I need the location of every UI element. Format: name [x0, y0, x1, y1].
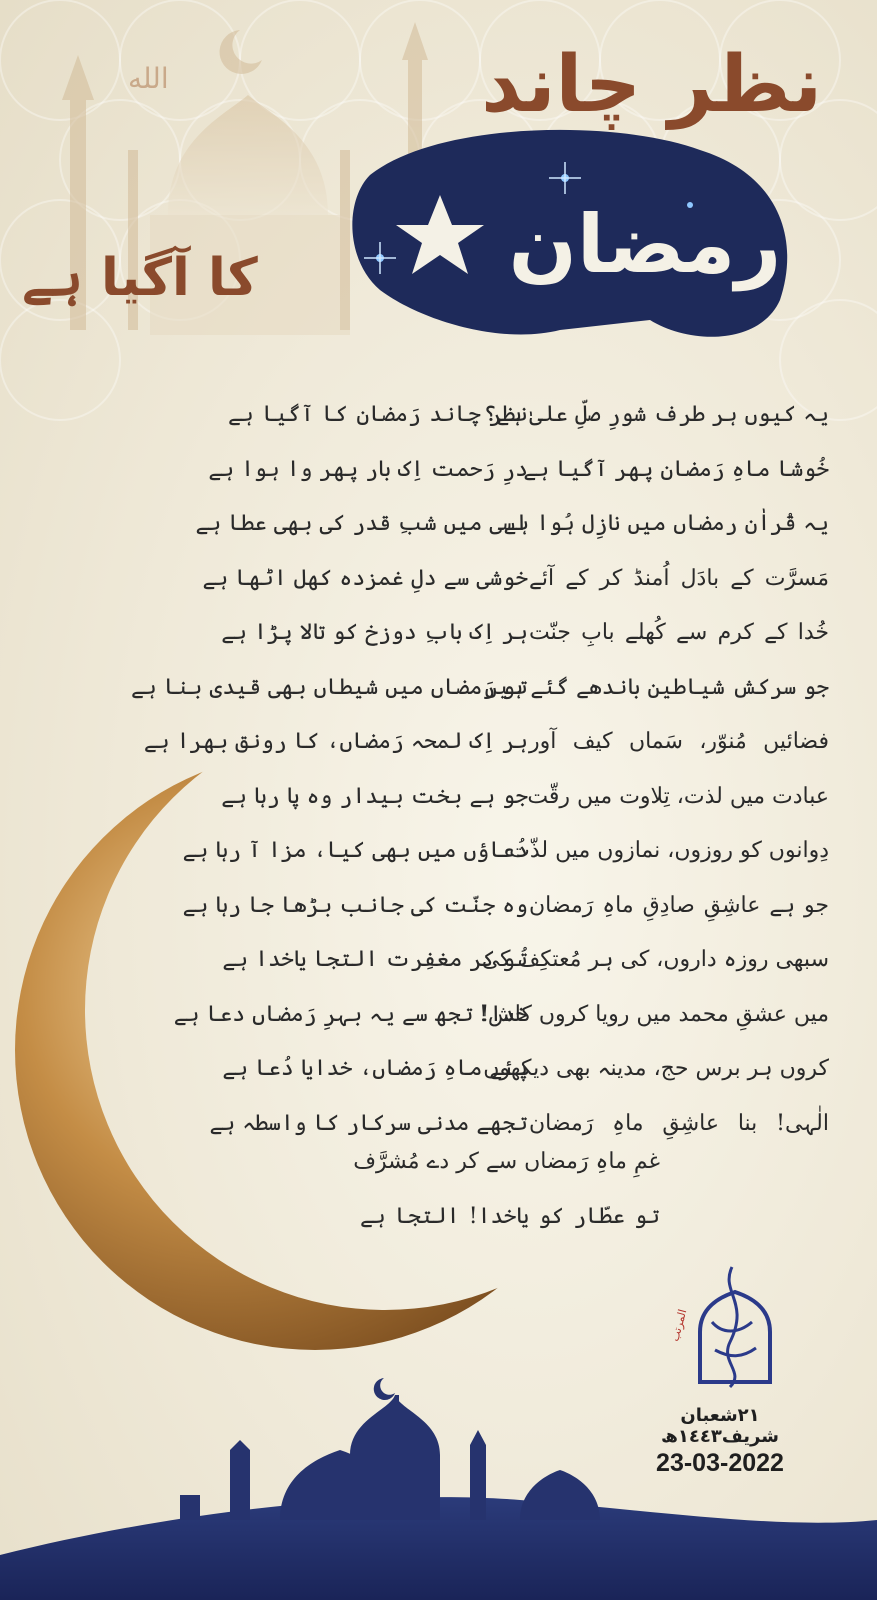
poem-line: دُعاؤں میں بھی کیا، مزا آ رہا ہے: [182, 838, 528, 863]
poem-line: جو ہے بخت بیدار وہ پا رہا ہے: [221, 783, 528, 809]
poem-line: خُدا کے کرم سے کُھلے بابِ جنّت: [529, 620, 829, 645]
poem-left-column: [131, 388, 528, 1151]
poem-line: ہر اِک لمحہ رَمضاں، کا رونق بھرا ہے: [143, 729, 528, 754]
poem-line: تو عطّار کو یاخدا! التجا ہے: [360, 1203, 660, 1229]
poem-line: سبھی روزہ داروں، کی ہر مُعتکِف کی: [481, 947, 829, 972]
poem-line: تُو کر مغفِرت التجا یاخدا ہے: [222, 947, 528, 972]
allah-calligraphy: الله: [128, 62, 169, 95]
poem-line: الٰہی! بنا عاشِقِ ماہِ رَمضان: [529, 1110, 829, 1136]
title-side: کا آگیا ہے: [22, 248, 258, 308]
signature-seal: [660, 1262, 780, 1402]
poem-closing: [353, 1135, 660, 1244]
poem-line: وہ جنّت کی جانب بڑھا جا رہا ہے: [182, 892, 528, 918]
poem-line: غمِ ماہِ رَمضاں سے کر دے مُشرَّف: [353, 1149, 660, 1174]
poem-line: درِ رَحمت اِک بار پھر وا ہوا ہے: [208, 456, 528, 482]
poem-line: ہر اِک بابِ دوزخ کو تالا پڑا ہے: [221, 620, 528, 645]
poem-line: خُوشا ماہِ رَمضان پھر آگیا ہے: [523, 456, 829, 482]
poem-line: میں عشقِ محمد میں رویا کروں کاش!: [479, 1001, 829, 1027]
poem-line: کروں ہر برس حج، مدینہ بھی دیکھوں: [483, 1056, 829, 1081]
signature-label: المرتب: [668, 1307, 690, 1343]
poem-line: خدا! تجھ سے یہ بہرِ رَمضاں دعا ہے: [173, 1001, 528, 1027]
poem-line: عبادت میں لذت، تِلاوت میں رقّت: [527, 783, 829, 809]
title-center: رمضان: [508, 198, 782, 291]
poem-line: جو سرکش شیاطین باندھے گئے ہیں: [484, 674, 829, 700]
poem-line: مَسرَّت کے بادَل اُمنڈ کر کے آئے: [529, 565, 829, 591]
gregorian-date: 23-03-2022: [656, 1449, 784, 1477]
poem-line: تجھے مدنی سرکار کا واسطہ ہے: [209, 1110, 528, 1136]
poem-line: جو ہے عاشِقِ صادِقِ ماہِ رَمضان: [529, 892, 829, 918]
poem-line: یہ کیوں ہر طرف شورِ صلِّ علیٰ ہے؟: [483, 402, 829, 427]
poem-line: خوشی سے دلِ غمزدہ کھل اٹھا ہے: [202, 565, 528, 591]
poem-line: فضائیں مُنوّر، سَماں کیف آور: [529, 729, 829, 754]
poem-line: دِوانوں کو روزوں، نمازوں میں لذّت: [509, 838, 829, 863]
hijri-date: ٢١شعبان شریف١٤٤٣ھ: [661, 1405, 779, 1447]
date-block: [635, 1405, 805, 1478]
poem-right-column: [479, 388, 829, 1151]
poem-line: پئے ماہِ رَمضاں، خدایا دُعا ہے: [222, 1056, 528, 1081]
poem-line: تو رَمضاں میں شیطاں بھی قیدی بنا ہے: [131, 674, 528, 700]
poem-line: یہ قُراٰن رمضاں میں نازِل ہُوا ہے: [503, 511, 829, 536]
poem-line: نظر چاند رَمضان کا آگیا ہے: [228, 402, 528, 427]
title-top: نظر چاند: [481, 40, 822, 130]
poem-line: اسی میں شبِ قدر کی بھی عطا ہے: [195, 511, 528, 536]
